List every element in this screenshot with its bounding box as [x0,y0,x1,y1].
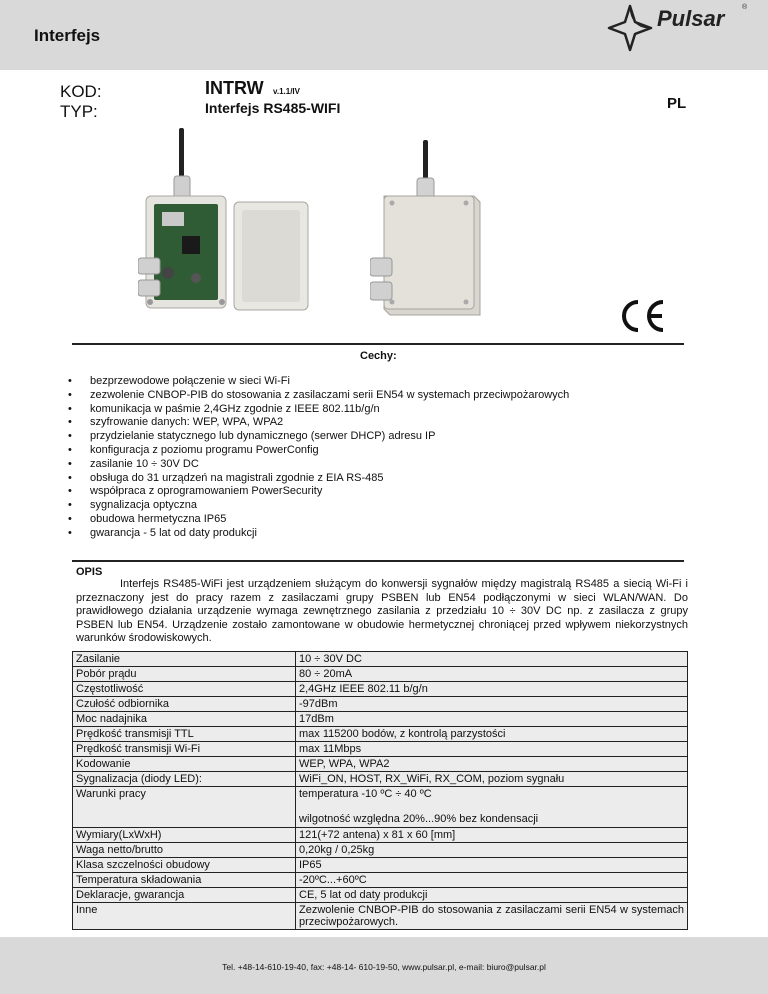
table-row [73,757,688,772]
feature-item: • przydzielanie statycznego lub dynamicznego (serwer DHCP) adresu IP [65,430,695,444]
spec-key: Deklaracje, gwarancja [73,888,296,903]
spec-key: Sygnalizacja (diody LED): [73,772,296,787]
table-row [73,727,688,742]
spec-value: CE, 5 lat od daty produkcji [296,888,688,903]
spec-value: -97dBm [296,697,688,712]
features-title: Cechy: [360,350,397,362]
table-row [73,843,688,858]
spec-key: Warunki pracy [73,787,296,828]
spec-value: IP65 [296,858,688,873]
table-row [73,712,688,727]
product-photo-open [138,128,313,318]
spec-key: Czułość odbiornika [73,697,296,712]
table-row [73,858,688,873]
kod-label: KOD: [60,82,102,101]
table-row [73,742,688,757]
spec-value: 10 ÷ 30V DC [296,652,688,667]
spec-key: Kodowanie [73,757,296,772]
language-code: PL [667,95,687,112]
description-title: OPIS [76,566,103,578]
spec-key: Inne [73,903,296,930]
product-code: INTRW [205,78,264,98]
feature-item: • obsługa do 31 urządzeń na magistrali zgodnie z EIA RS-485 [65,472,695,486]
feature-item: • współpraca z oprogramowaniem PowerSecurity [65,485,695,499]
table-row [73,828,688,843]
spec-value: 121(+72 antena) x 81 x 60 [mm] [296,828,688,843]
divider-top [72,343,684,345]
typ-label: TYP: [60,102,98,121]
spec-value: 80 ÷ 20mA [296,667,688,682]
table-row [73,652,688,667]
spec-value: WiFi_ON, HOST, RX_WiFi, RX_COM, poziom sygnału [296,772,688,787]
feature-item: • bezprzewodowe połączenie w sieci Wi-Fi [65,375,695,389]
table-row [73,888,688,903]
table-row [73,667,688,682]
spec-value-line: wilgotność względna 20%...90% bez kondensacji [299,813,539,825]
logo-registered-mark: ® [742,4,748,11]
table-row [73,697,688,712]
spec-key: Temperatura składowania [73,873,296,888]
description-text: Interfejs RS485-WiFi jest urządzeniem służącym do konwersji sygnałów między magistralą RS485 a siecią Wi-Fi i przeznaczony jest do pracy razem z zasilaczami grupy PSBEN lub EN54 podłączonymi w sieci WLAN/WAN. Do prawidłowego działania urządzenie wymaga zewnętrznego zasilania z przedziału 10 ÷ 30V DC np. z zasilacza z grupy PSBEN lub EN54. Urządzenie zostało zamontowane w obudowie hermetycznej chroniącej przed wpływem niekorzystnych warunków środowiskowych. [76,578,688,645]
spec-value: 17dBm [296,712,688,727]
table-row [73,787,688,828]
spec-key: Wymiary(LxWxH) [73,828,296,843]
pulsar-logo [605,4,755,52]
spec-key: Waga netto/brutto [73,843,296,858]
product-photo-closed [370,140,485,320]
spec-value: max 11Mbps [296,742,688,757]
feature-item: • gwarancja - 5 lat od daty produkcji [65,527,695,541]
spec-key: Prędkość transmisji Wi-Fi [73,742,296,757]
spec-key: Zasilanie [73,652,296,667]
table-row [73,772,688,787]
footer-contact: Tel. +48-14-610-19-40, fax: +48-14- 610-19-50, www.pulsar.pl, e-mail: biuro@pulsar.pl [222,962,546,972]
feature-item: • komunikacja w paśmie 2,4GHz zgodnie z IEEE 802.11b/g/n [65,403,695,417]
feature-item: • zasilanie 10 ÷ 30V DC [65,458,695,472]
star-logo-icon [605,4,655,52]
spec-value: max 115200 bodów, z kontrolą parzystości [296,727,688,742]
spec-key: Klasa szczelności obudowy [73,858,296,873]
feature-item: • sygnalizacja optyczna [65,499,695,513]
spec-value: Zezwolenie CNBOP-PIB do stosowania z zasilaczami serii EN54 w systemach przeciwpożarowych. [296,903,688,930]
feature-item: • obudowa hermetyczna IP65 [65,513,695,527]
spec-key: Częstotliwość [73,682,296,697]
section-title: Interfejs [34,26,101,45]
spec-key: Pobór prądu [73,667,296,682]
table-row [73,873,688,888]
spec-value-line: temperatura -10 ºC ÷ 40 ºC [299,788,432,800]
divider-bottom [72,560,684,562]
spec-value [296,787,688,828]
spec-table [72,651,688,930]
table-row [73,682,688,697]
spec-key: Moc nadajnika [73,712,296,727]
product-type: Interfejs RS485-WIFI [205,100,341,116]
feature-item: • szyfrowanie danych: WEP, WPA, WPA2 [65,416,695,430]
spec-value: WEP, WPA, WPA2 [296,757,688,772]
spec-value: -20ºC...+60ºC [296,873,688,888]
version-label: v.1.1/IV [273,87,300,96]
table-row [73,903,688,930]
spec-key: Prędkość transmisji TTL [73,727,296,742]
feature-item: • zezwolenie CNBOP-PIB do stosowania z zasilaczami serii EN54 w systemach przeciwpożarowych [65,389,695,403]
feature-list [65,375,695,541]
feature-item: • konfiguracja z poziomu programu PowerConfig [65,444,695,458]
spec-value: 2,4GHz IEEE 802.11 b/g/n [296,682,688,697]
ce-mark-icon [617,298,667,334]
logo-text: Pulsar [657,6,725,31]
spec-value: 0,20kg / 0,25kg [296,843,688,858]
